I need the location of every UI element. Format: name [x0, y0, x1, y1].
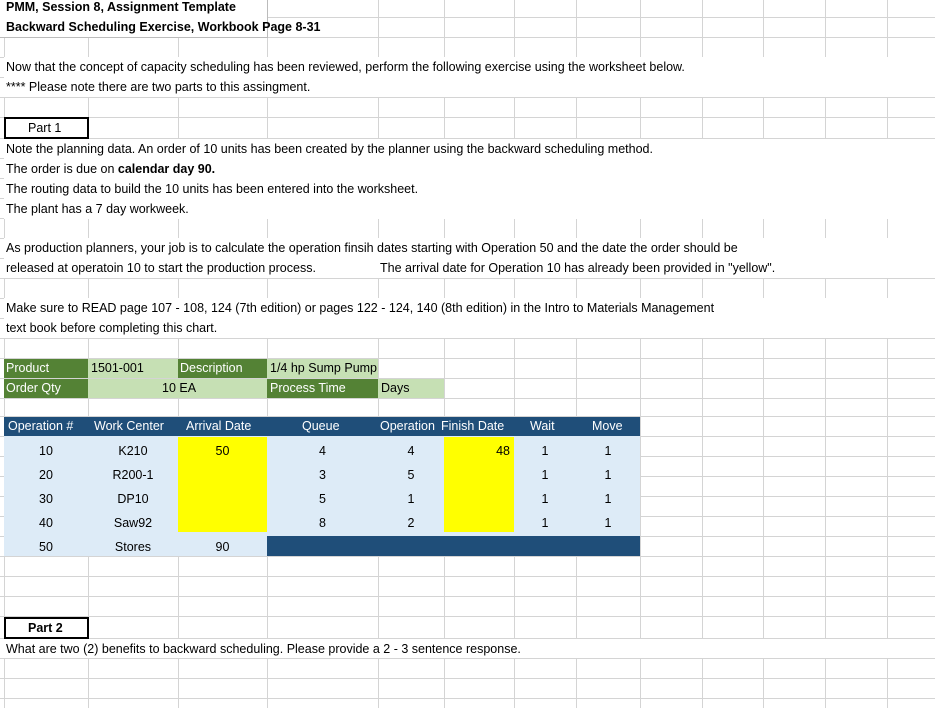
- header-wait: Wait: [530, 419, 555, 433]
- header-work-center: Work Center: [94, 419, 164, 433]
- cell-finish-date[interactable]: [444, 489, 510, 509]
- header-arrival-date: Arrival Date: [186, 419, 252, 433]
- part2-question: What are two (2) benefits to backward scheduling. Please provide a 2 - 3 sentence response.: [6, 642, 521, 656]
- cell-op[interactable]: 50: [39, 540, 53, 554]
- cell-arrival-date[interactable]: 90: [215, 540, 230, 554]
- intro-line-2: **** Please note there are two parts to this assingment.: [6, 80, 311, 94]
- part1-line-4: The plant has a 7 day workweek.: [6, 202, 189, 216]
- cell-arrival-date[interactable]: [178, 489, 267, 509]
- order-qty-label: Order Qty: [6, 381, 61, 395]
- cell-work-center[interactable]: Stores: [114, 540, 152, 554]
- cell-operation[interactable]: 2: [407, 516, 415, 530]
- process-time-unit: Days: [381, 381, 410, 395]
- cell-wait[interactable]: 1: [541, 516, 549, 530]
- cell-move[interactable]: 1: [604, 444, 612, 458]
- cell-arrival-date[interactable]: 50: [215, 444, 230, 458]
- description-value[interactable]: 1/4 hp Sump Pump: [270, 361, 378, 375]
- cell-op[interactable]: 20: [39, 468, 53, 482]
- cell-arrival-date[interactable]: [178, 513, 267, 533]
- product-value[interactable]: 1501-001: [91, 361, 144, 375]
- cell-arrival-date[interactable]: [178, 465, 267, 485]
- cell-queue[interactable]: 4: [319, 444, 326, 458]
- part1-line-3: The routing data to build the 10 units has been entered into the worksheet.: [6, 182, 419, 196]
- cell-work-center[interactable]: DP10: [117, 492, 149, 506]
- cell-move[interactable]: 1: [604, 468, 612, 482]
- cell-queue[interactable]: 5: [319, 492, 326, 506]
- description-label: Description: [180, 361, 243, 375]
- intro-line-1: Now that the concept of capacity scheduling has been reviewed, perform the following exercise using the worksheet below.: [6, 60, 685, 74]
- header-operation-num: Operation #: [8, 419, 74, 433]
- cell-queue[interactable]: 3: [319, 468, 326, 482]
- cell-op[interactable]: 10: [39, 444, 53, 458]
- part1-line-1: Note the planning data. An order of 10 units has been created by the planner using the backward scheduling method.: [6, 142, 653, 156]
- cell-op[interactable]: 40: [39, 516, 53, 530]
- cell-wait[interactable]: 1: [541, 468, 549, 482]
- cell-wait[interactable]: 1: [541, 492, 549, 506]
- header-move: Move: [592, 419, 623, 433]
- header-operation: Operation: [380, 419, 435, 433]
- table-last-row-dark: [267, 536, 640, 556]
- part1-line-5: As production planners, your job is to calculate the operation finsih dates starting with Operation 50 and the date the order should be: [6, 241, 738, 255]
- part1-line-7: Make sure to READ page 107 - 108, 124 (7th edition) or pages 122 - 124, 140 (8th edition) in the Intro to Materials Management: [6, 301, 715, 315]
- cell-work-center[interactable]: Saw92: [113, 516, 153, 530]
- cell-queue[interactable]: 8: [319, 516, 326, 530]
- cell-move[interactable]: 1: [604, 492, 612, 506]
- cell-finish-date[interactable]: 48: [496, 444, 510, 458]
- part1-line-6a: released at operatoin 10 to start the production process.: [6, 261, 316, 275]
- cell-move[interactable]: 1: [604, 516, 612, 530]
- part1-label: Part 1: [28, 121, 62, 135]
- part2-label: Part 2: [28, 621, 63, 635]
- header-finish-date: Finish Date: [441, 419, 505, 433]
- cell-op[interactable]: 30: [39, 492, 53, 506]
- part1-line-2: The order is due on calendar day 90.: [6, 162, 216, 176]
- part1-line-6b: The arrival date for Operation 10 has already been provided in "yellow".: [380, 261, 776, 275]
- cell-operation[interactable]: 5: [407, 468, 415, 482]
- cell-wait[interactable]: 1: [541, 444, 549, 458]
- sheet-title: PMM, Session 8, Assignment Template: [6, 0, 236, 14]
- cell-operation[interactable]: 1: [407, 492, 415, 506]
- cell-operation[interactable]: 4: [407, 444, 415, 458]
- order-qty-value[interactable]: 10 EA: [162, 381, 197, 395]
- cell-finish-date[interactable]: [444, 465, 510, 485]
- cell-work-center[interactable]: R200-1: [112, 468, 154, 482]
- process-time-label: Process Time: [270, 381, 346, 395]
- product-label: Product: [6, 361, 50, 375]
- header-queue: Queue: [302, 419, 340, 433]
- cell-finish-date[interactable]: [444, 513, 510, 533]
- sheet-subtitle: Backward Scheduling Exercise, Workbook Page 8-31: [6, 20, 321, 34]
- cell-work-center[interactable]: K210: [118, 444, 148, 458]
- part1-line-8: text book before completing this chart.: [6, 321, 218, 335]
